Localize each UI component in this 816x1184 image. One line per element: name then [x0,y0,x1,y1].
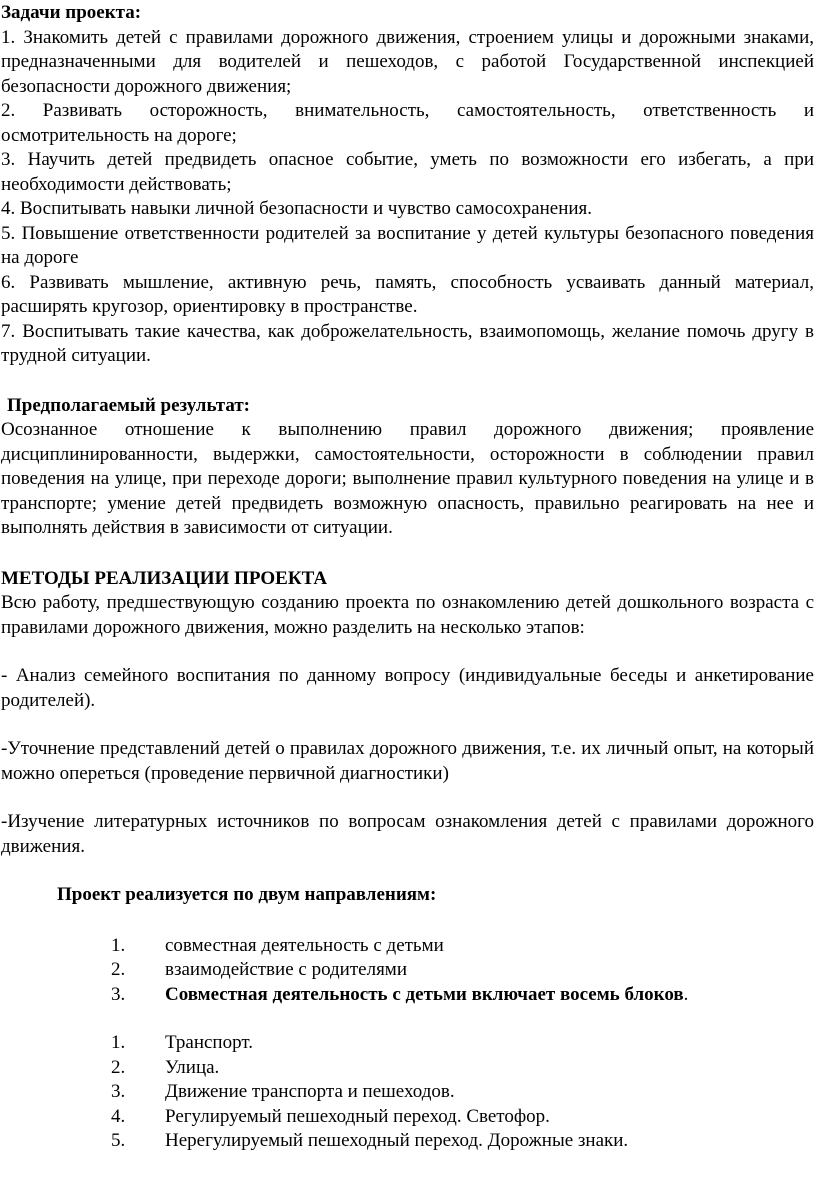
list-item [1,958,814,983]
list-item [1,1129,814,1154]
list-item-text: взаимодействие с родителями [165,959,407,980]
goal-item-2: 2. Развивать осторожность, внимательность, самостоятельность, ответственность и осмотрительность на дороге; [1,100,814,146]
list-item-number: 1. [111,934,126,956]
directions-heading: Проект реализуется по двум направлениям: [57,884,437,905]
list-item [1,1105,814,1130]
method-stage-2: -Уточнение представлений детей о правилах дорожного движения, т.е. их личный опыт, на который можно опереться (проведение первичной диагностики) [1,738,814,784]
goal-item-4: 4. Воспитывать навыки личной безопасности и чувство самосохранения. [1,198,593,219]
goal-item-1: 1. Знакомить детей с правилами дорожного движения, строением улицы и дорожными знаками, предназначенными для водителей и пешеходов, с работой Государственной инспекцией безопасности дорожного движения; [1,26,814,97]
list-item-text: Нерегулируемый пешеходный переход. Дорожные знаки. [165,1130,629,1151]
goal-item-7: 7. Воспитывать такие качества, как доброжелательность, взаимопомощь, желание помочь другу в трудной ситуации. [1,320,814,366]
result-text: Осознанное отношение к выполнению правил дорожного движения; проявление дисциплинированности, выдержки, самостоятельности, осторожности в соблюдении правил поведения на улице, при переходе дороги; выполнение правил культурного поведения на улице и в транспорте; умение детей предвидеть возможную опасность, правильно реагировать на нее и выполнять действия в зависимости от ситуации. [1,419,814,538]
list-item-text: Регулируемый пешеходный переход. Светофор. [165,1105,550,1127]
methods-intro: Всю работу, предшествующую созданию проекта по ознакомлению детей дошкольного возраста с правилами дорожного движения, можно разделить на несколько этапов: [1,592,814,638]
list-item-number: 5. [111,1130,126,1151]
list-item-number: 4. [111,1105,126,1127]
list-item [1,1031,814,1056]
directions-list [1,934,814,1008]
goal-item-5: 5. Повышение ответственности родителей за воспитание у детей культуры безопасного поведения на дороге [1,222,814,268]
list-item-number: 2. [111,959,126,980]
list-item-text: совместная деятельность с детьми [165,934,444,956]
methods-heading: МЕТОДЫ РЕАЛИЗАЦИИ ПРОЕКТА [1,567,328,589]
method-stage-1: - Анализ семейного воспитания по данному вопросу (индивидуальные беседы и анкетирование родителей). [1,665,814,711]
list-item-number: 3. [111,1081,126,1102]
list-item-number: 2. [111,1056,126,1078]
list-item [1,1080,814,1105]
list-item-text: Совместная деятельность с детьми включает восемь блоков [165,983,684,1005]
list-item [1,934,814,959]
result-heading: Предполагаемый результат: [7,394,251,416]
list-item [1,983,814,1008]
list-item-text: Движение транспорта и пешеходов. [165,1081,455,1102]
list-item-text: Транспорт. [165,1032,253,1053]
list-item-number: 1. [111,1032,126,1053]
list-item [1,1056,814,1081]
list-item-trailing-period: . [683,983,689,1005]
method-stage-3: -Изучение литературных источников по вопросам ознакомления детей с правилами дорожного движения. [1,811,814,857]
goals-heading: Задачи проекта: [1,2,142,23]
goal-item-6: 6. Развивать мышление, активную речь, память, способность усваивать данный материал, расширять кругозор, ориентировку в пространстве. [1,271,814,317]
list-item-text: Улица. [165,1056,220,1078]
goal-item-3: 3. Научить детей предвидеть опасное событие, уметь по возможности его избегать, а при необходимости действовать; [1,149,814,195]
list-item-number: 3. [111,983,126,1005]
blocks-list [1,1031,814,1154]
